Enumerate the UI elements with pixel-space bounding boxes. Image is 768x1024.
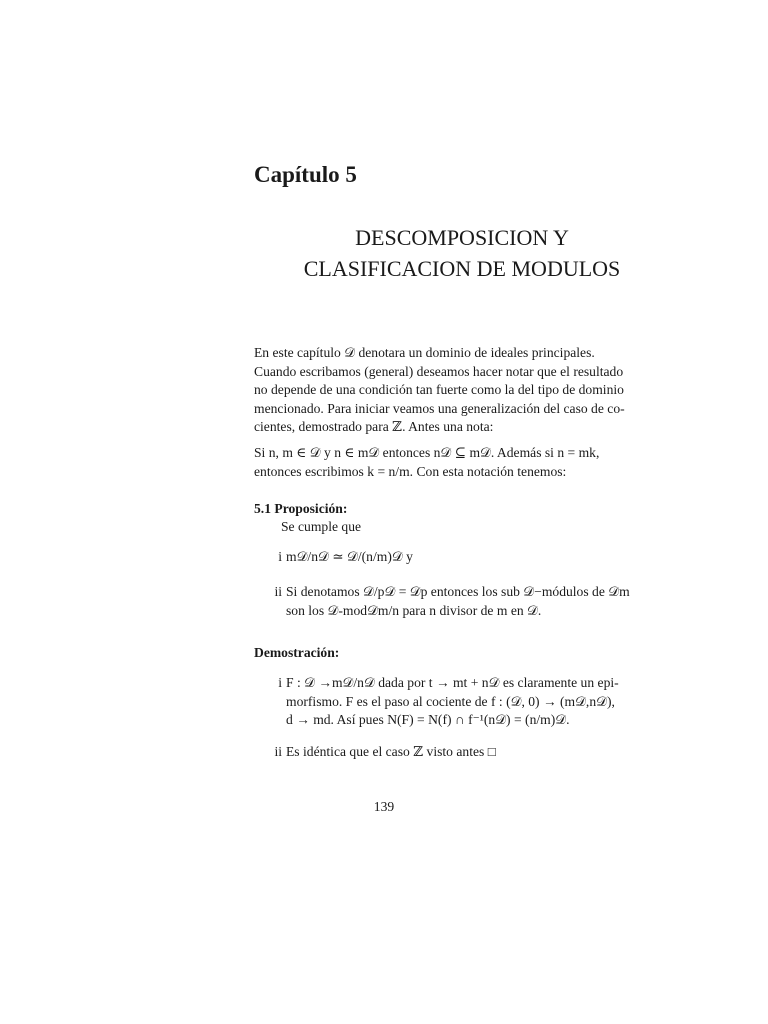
item-marker: i <box>278 549 282 564</box>
page-number: 139 <box>373 799 395 814</box>
item-marker: i <box>278 675 282 690</box>
proposition-lead: Se cumple que <box>281 519 362 534</box>
item-marker: ii <box>274 584 282 599</box>
item-line: Si denotamos 𝒟/p𝒟 = 𝒟p entonces los sub 𝒟−módulos de 𝒟m <box>286 584 630 599</box>
intro-line: En este capítulo 𝒟 denotara un dominio de ideales principales. <box>254 345 595 360</box>
item-line: son los 𝒟-mod𝒟m/n para n divisor de m en 𝒟. <box>286 602 542 618</box>
item-line: F : 𝒟 →m𝒟/n𝒟 dada por t → mt + n𝒟 es claramente un epi- <box>286 675 619 690</box>
note-line: entonces escribimos k = n/m. Con esta notación tenemos: <box>254 463 567 479</box>
intro-paragraph <box>254 344 672 437</box>
chapter-label: Capítulo 5 <box>254 162 357 187</box>
intro-line: cientes, demostrado para ℤ. Antes una nota: <box>254 419 494 434</box>
item-line: d → md. Así pues N(F) = N(f) ∩ f⁻¹(n𝒟) = (n/m)𝒟. <box>286 712 570 727</box>
proposition-heading: 5.1 Proposición: <box>254 501 348 516</box>
note-line: Si n, m ∈ 𝒟 y n ∈ m𝒟 entonces n𝒟 ⊆ m𝒟. Además si n = mk, <box>254 445 600 460</box>
item-line: morfismo. F es el paso al cociente de f : (𝒟, 0) → (m𝒟,n𝒟), <box>286 693 615 709</box>
item-line: m𝒟/n𝒟 ≃ 𝒟/(n/m)𝒟 y <box>286 549 413 564</box>
item-marker: ii <box>274 744 282 759</box>
intro-line: Cuando escribamos (general) deseamos hacer notar que el resultado <box>254 363 624 379</box>
item-line: Es idéntica que el caso ℤ visto antes □ <box>286 744 496 759</box>
chapter-title-line-2: CLASIFICACION DE MODULOS <box>303 256 621 281</box>
notation-paragraph <box>254 444 672 481</box>
intro-line: mencionado. Para iniciar veamos una generalización del caso de co- <box>254 400 625 416</box>
chapter-title <box>200 222 724 284</box>
intro-line: no depende de una condición tan fuerte como la del tipo de dominio <box>254 382 624 397</box>
proof-heading: Demostración: <box>254 645 340 660</box>
chapter-title-line-1: DESCOMPOSICION Y <box>355 225 569 250</box>
